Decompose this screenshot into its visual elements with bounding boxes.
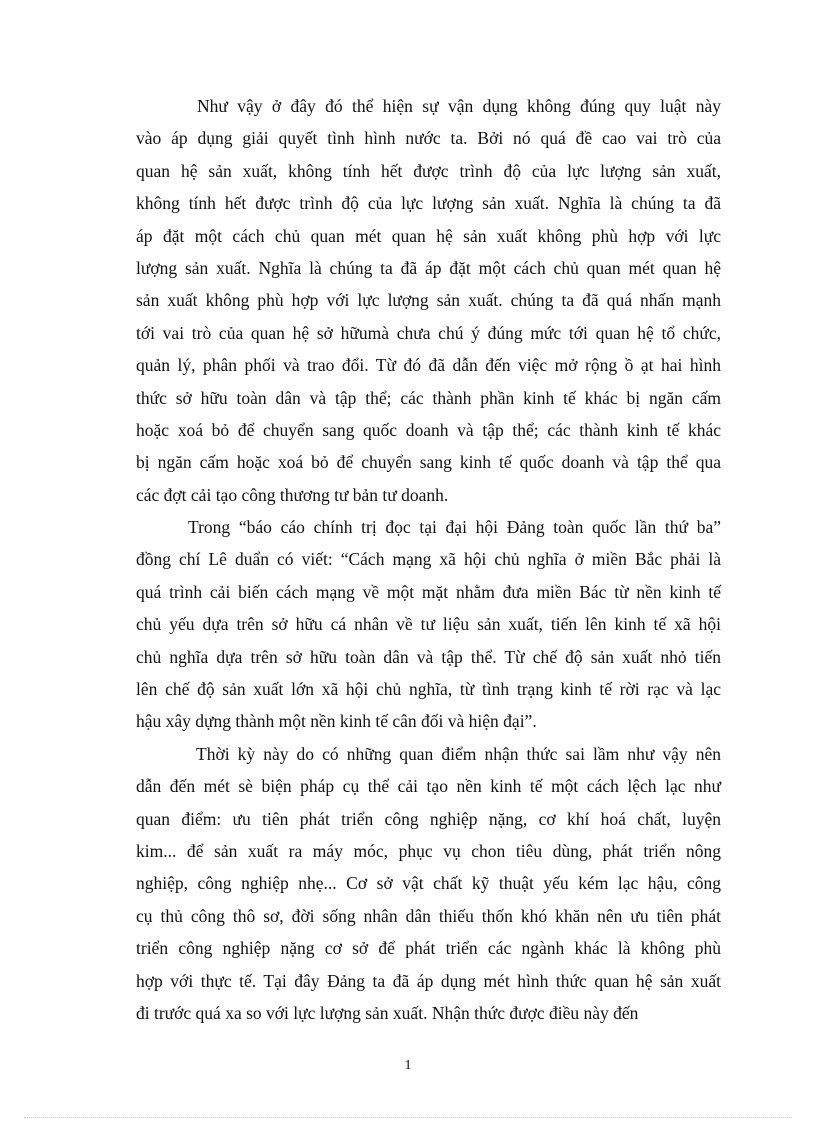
text-line: đi trước quá xa so với lực lượng sản xuất. Nhận thức được điều này đến	[136, 1002, 639, 1023]
text-line: đồng chí Lê duẩn có viết: “Cách mạng xã hội chủ nghĩa ở miền Bắc phải là	[136, 549, 721, 570]
text-line: cụ thủ công thô sơ, đời sống nhân dân thiếu thốn khó khăn nên ưu tiên phát	[136, 905, 721, 926]
text-line: quản lý, phân phối và trao đổi. Từ đó đã dẫn đến việc mở rộng ồ ạt hai hình	[136, 355, 721, 376]
text-line: triển công nghiệp nặng cơ sở để phát triển các ngành khác là không phù	[136, 938, 721, 959]
text-line: quan điểm: ưu tiên phát triển công nghiệp nặng, cơ khí hoá chất, luyện	[136, 808, 721, 829]
text-line: lượng sản xuất. Nghĩa là chúng ta đã áp đặt một cách chủ quan mét quan hệ	[136, 257, 721, 278]
paragraph-3	[136, 738, 721, 1030]
text-line: Như vậy ở đây đó thể hiện sự vận dụng không đúng quy luật này	[197, 96, 721, 116]
text-line: kim... để sản xuất ra máy móc, phục vụ chon tiêu dùng, phát triển nông	[136, 840, 721, 861]
paragraph-1	[136, 90, 721, 511]
text-line: quan hệ sản xuất, không tính hết được trình độ của lực lượng sản xuất,	[136, 160, 721, 181]
text-line: các đợt cải tạo công thương tư bản tư doanh.	[136, 484, 449, 505]
page-bottom-divider	[24, 1117, 792, 1118]
text-line: không tính hết được trình độ của lực lượng sản xuất. Nghĩa là chúng ta đã	[136, 193, 721, 214]
text-line: thức sở hữu toàn dân và tập thể; các thành phần kinh tế khác bị ngăn cấm	[136, 387, 721, 408]
text-line: hoặc xoá bỏ để chuyển sang quốc doanh và tập thể; các thành kinh tế khác	[136, 419, 721, 440]
text-line: chủ nghĩa dựa trên sở hữu toàn dân và tập thể. Từ chế độ sản xuất nhỏ tiến	[136, 646, 721, 667]
text-line: Trong “báo cáo chính trị đọc tại đại hội Đảng toàn quốc lần thứ ba”	[188, 517, 721, 538]
page-number: 1	[404, 1058, 412, 1073]
text-line: áp đặt một cách chủ quan mét quan hệ sản xuất không phù hợp với lực	[136, 225, 721, 246]
text-line: nghiệp, công nghiệp nhẹ... Cơ sở vật chất kỹ thuật yếu kém lạc hậu, công	[136, 873, 721, 894]
text-line: hậu xây dựng thành một nền kinh tế cân đối và hiện đại”.	[136, 711, 537, 732]
text-line: lên chế độ sản xuất lớn xã hội chủ nghĩa, từ tình trạng kinh tế rời rạc và lạc	[136, 679, 721, 700]
text-line: sản xuất không phù hợp với lực lượng sản xuất. chúng ta đã quá nhấn mạnh	[136, 290, 721, 311]
text-line: tới vai trò của quan hệ sở hữumà chưa chú ý đúng mức tới quan hệ tổ chức,	[136, 322, 721, 343]
text-line: dẫn đến mét sè biện pháp cụ thể cải tạo nền kinh tế một cách lệch lạc như	[136, 776, 721, 797]
body-text	[136, 90, 721, 1029]
text-line: chủ yếu dựa trên sở hữu cá nhân về tư liệu sản xuất, tiến lên kinh tế xã hội	[136, 614, 721, 635]
text-line: vào áp dụng giải quyết tình hình nước ta. Bởi nó quá đề cao vai trò của	[136, 128, 721, 149]
paragraph-2	[136, 511, 721, 738]
text-line: Thời kỳ này do có những quan điểm nhận thức sai lầm như vậy nên	[196, 743, 721, 764]
text-line: bị ngăn cấm hoặc xoá bỏ để chuyển sang kinh tế quốc doanh và tập thể qua	[136, 452, 721, 473]
text-line: quá trình cải biến cách mạng về một mặt nhằm đưa miền Bác từ nền kinh tế	[136, 581, 721, 602]
text-line: hợp với thực tế. Tại đây Đảng ta đã áp dụng mét hình thức quan hệ sản xuất	[136, 970, 721, 991]
